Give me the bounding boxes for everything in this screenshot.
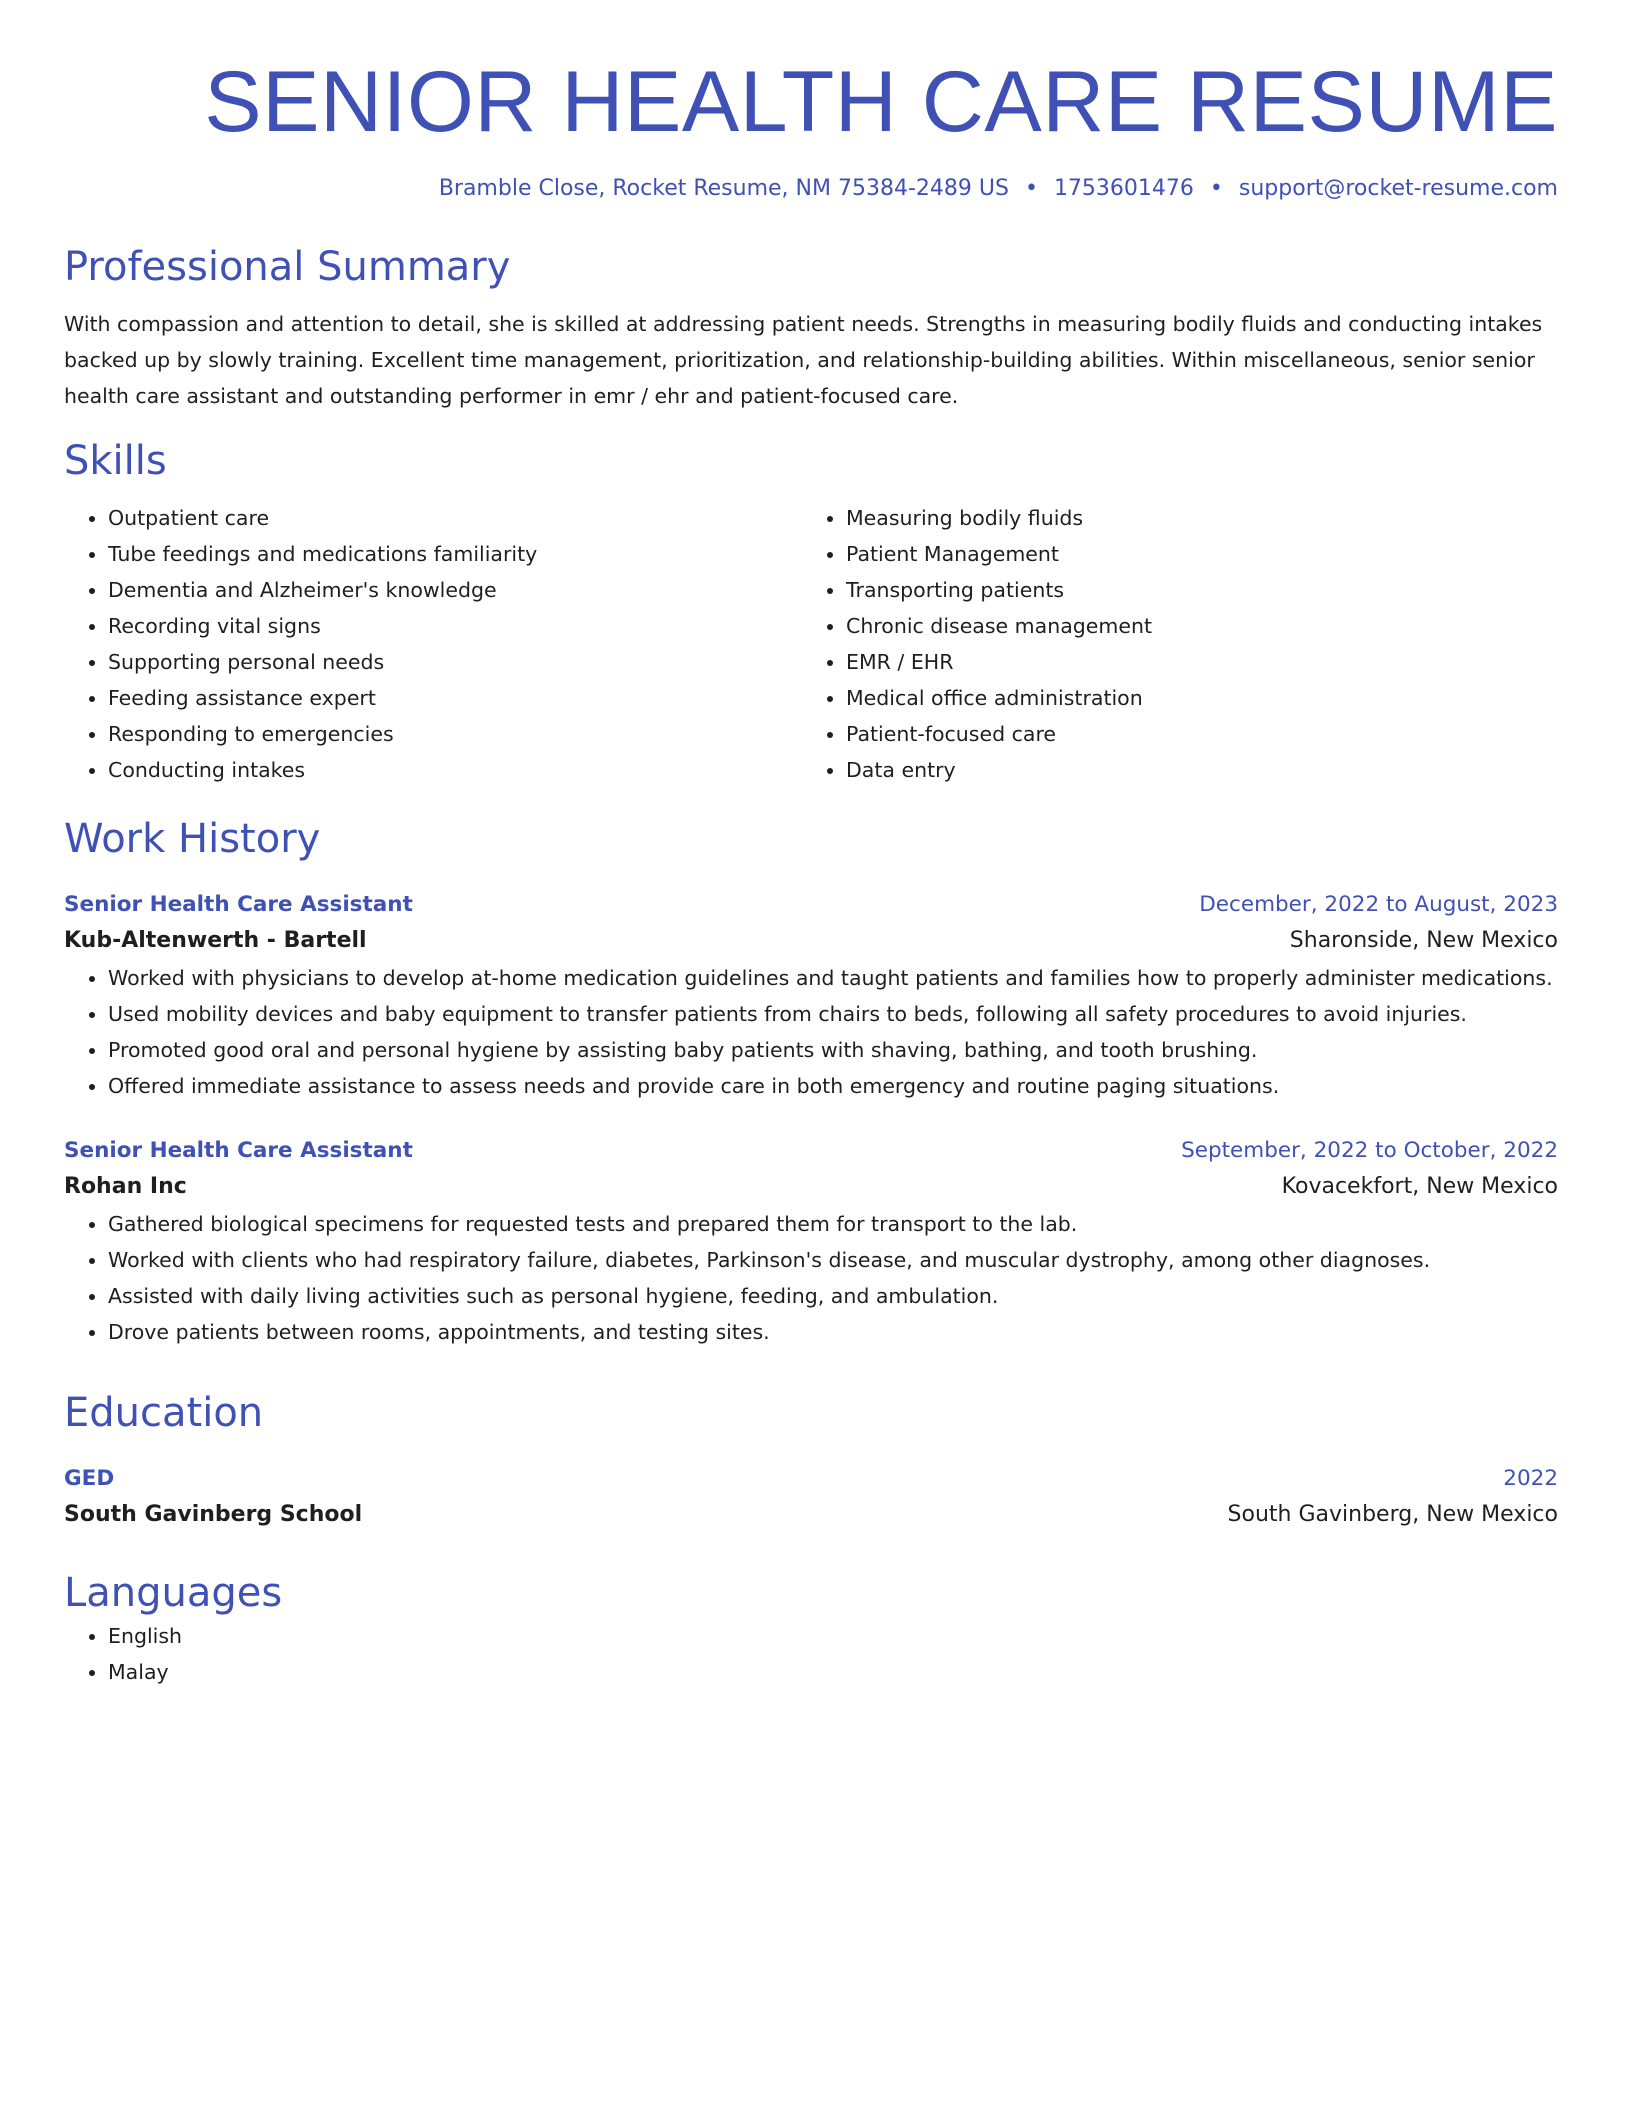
education-school: South Gavinberg School <box>64 1502 363 1527</box>
job-bullet: • Promoted good oral and personal hygiene by assisting baby patients with shaving, bathing, and tooth brushing. <box>108 1032 1558 1068</box>
skill-item: • Outpatient care <box>108 500 802 536</box>
job-subheader <box>64 1168 1558 1206</box>
skill-item: • Recording vital signs <box>108 608 802 644</box>
resume-header <box>64 0 1558 204</box>
languages-heading: Languages <box>64 1570 283 1616</box>
job-company: Rohan Inc <box>64 1174 187 1199</box>
summary-text: With compassion and attention to detail, she is skilled at addressing patient needs. Strengths in measuring bodily fluids and conducting intakes backed up by slowly training. Excellent time management, prioritization, and relationship-building abilities. Within miscellaneous, senior senior health care assistant and outstanding performer in emr / ehr and patient-focused care. <box>64 312 1543 408</box>
work-history-heading: Work History <box>64 816 321 862</box>
job-role: Senior Health Care Assistant <box>64 1138 413 1163</box>
education-subheader <box>64 1496 1558 1534</box>
job-bullet: • Assisted with daily living activities such as personal hygiene, feeding, and ambulation. <box>108 1278 1558 1314</box>
skills-heading: Skills <box>64 438 167 484</box>
contact-line <box>64 174 1558 204</box>
job-bullets <box>64 960 1558 1104</box>
contact-email[interactable]: support@rocket-resume.com <box>1238 176 1558 201</box>
job-dates: December, 2022 to August, 2023 <box>1199 892 1558 917</box>
job-subheader <box>64 922 1558 960</box>
skill-item: • Measuring bodily fluids <box>846 500 1540 536</box>
resume-page <box>64 0 1558 1690</box>
skill-item: • Patient Management <box>846 536 1540 572</box>
skill-item: • Transporting patients <box>846 572 1540 608</box>
job-location: Kovacekfort, New Mexico <box>1281 1174 1558 1199</box>
job-header <box>64 1134 1558 1168</box>
skill-item: • Data entry <box>846 752 1540 788</box>
job-bullet: • Worked with clients who had respiratory failure, diabetes, Parkinson's disease, and muscular dystrophy, among other diagnoses. <box>108 1242 1558 1278</box>
job-dates: September, 2022 to October, 2022 <box>1181 1138 1558 1163</box>
job-bullets <box>64 1206 1558 1350</box>
job-header <box>64 888 1558 922</box>
education-header <box>64 1462 1558 1496</box>
skill-item: • Responding to emergencies <box>108 716 802 752</box>
contact-address: Bramble Close, Rocket Resume, NM 75384-2489 US <box>438 176 1009 201</box>
education-degree: GED <box>64 1466 115 1491</box>
contact-separator: • <box>1024 176 1038 201</box>
skill-item: • Conducting intakes <box>108 752 802 788</box>
job-role: Senior Health Care Assistant <box>64 892 413 917</box>
education-entry <box>64 1462 1558 1534</box>
job-bullet: • Offered immediate assistance to assess needs and provide care in both emergency and routine paging situations. <box>108 1068 1558 1104</box>
education-heading: Education <box>64 1390 264 1436</box>
skill-item: • Supporting personal needs <box>108 644 802 680</box>
job-location: Sharonside, New Mexico <box>1289 928 1558 953</box>
contact-separator: • <box>1209 176 1223 201</box>
skills-column-right <box>802 500 1540 788</box>
language-item: • Malay <box>108 1654 1558 1690</box>
job-entry <box>64 1134 1558 1350</box>
skill-item: • Chronic disease management <box>846 608 1540 644</box>
resume-title: SENIOR HEALTH CARE RESUME <box>204 54 1558 150</box>
job-company: Kub-Altenwerth - Bartell <box>64 928 367 953</box>
contact-phone: 1753601476 <box>1053 176 1194 201</box>
skill-item: • Feeding assistance expert <box>108 680 802 716</box>
job-bullet: • Drove patients between rooms, appointments, and testing sites. <box>108 1314 1558 1350</box>
skill-item: • Tube feedings and medications familiarity <box>108 536 802 572</box>
skill-item: • Medical office administration <box>846 680 1540 716</box>
summary-heading: Professional Summary <box>64 244 511 290</box>
job-bullet: • Used mobility devices and baby equipment to transfer patients from chairs to beds, following all safety procedures to avoid injuries. <box>108 996 1558 1032</box>
job-entry <box>64 888 1558 1104</box>
languages-list <box>64 1618 1558 1690</box>
skill-item: • Patient-focused care <box>846 716 1540 752</box>
job-bullet: • Worked with physicians to develop at-home medication guidelines and taught patients and families how to properly administer medications. <box>108 960 1558 996</box>
skill-item: • EMR / EHR <box>846 644 1540 680</box>
skills-list <box>64 500 1558 788</box>
skills-column-left <box>64 500 802 788</box>
education-year: 2022 <box>1503 1466 1558 1491</box>
job-bullet: • Gathered biological specimens for requested tests and prepared them for transport to the lab. <box>108 1206 1558 1242</box>
language-item: • English <box>108 1618 1558 1654</box>
skill-item: • Dementia and Alzheimer's knowledge <box>108 572 802 608</box>
education-location: South Gavinberg, New Mexico <box>1227 1502 1558 1527</box>
